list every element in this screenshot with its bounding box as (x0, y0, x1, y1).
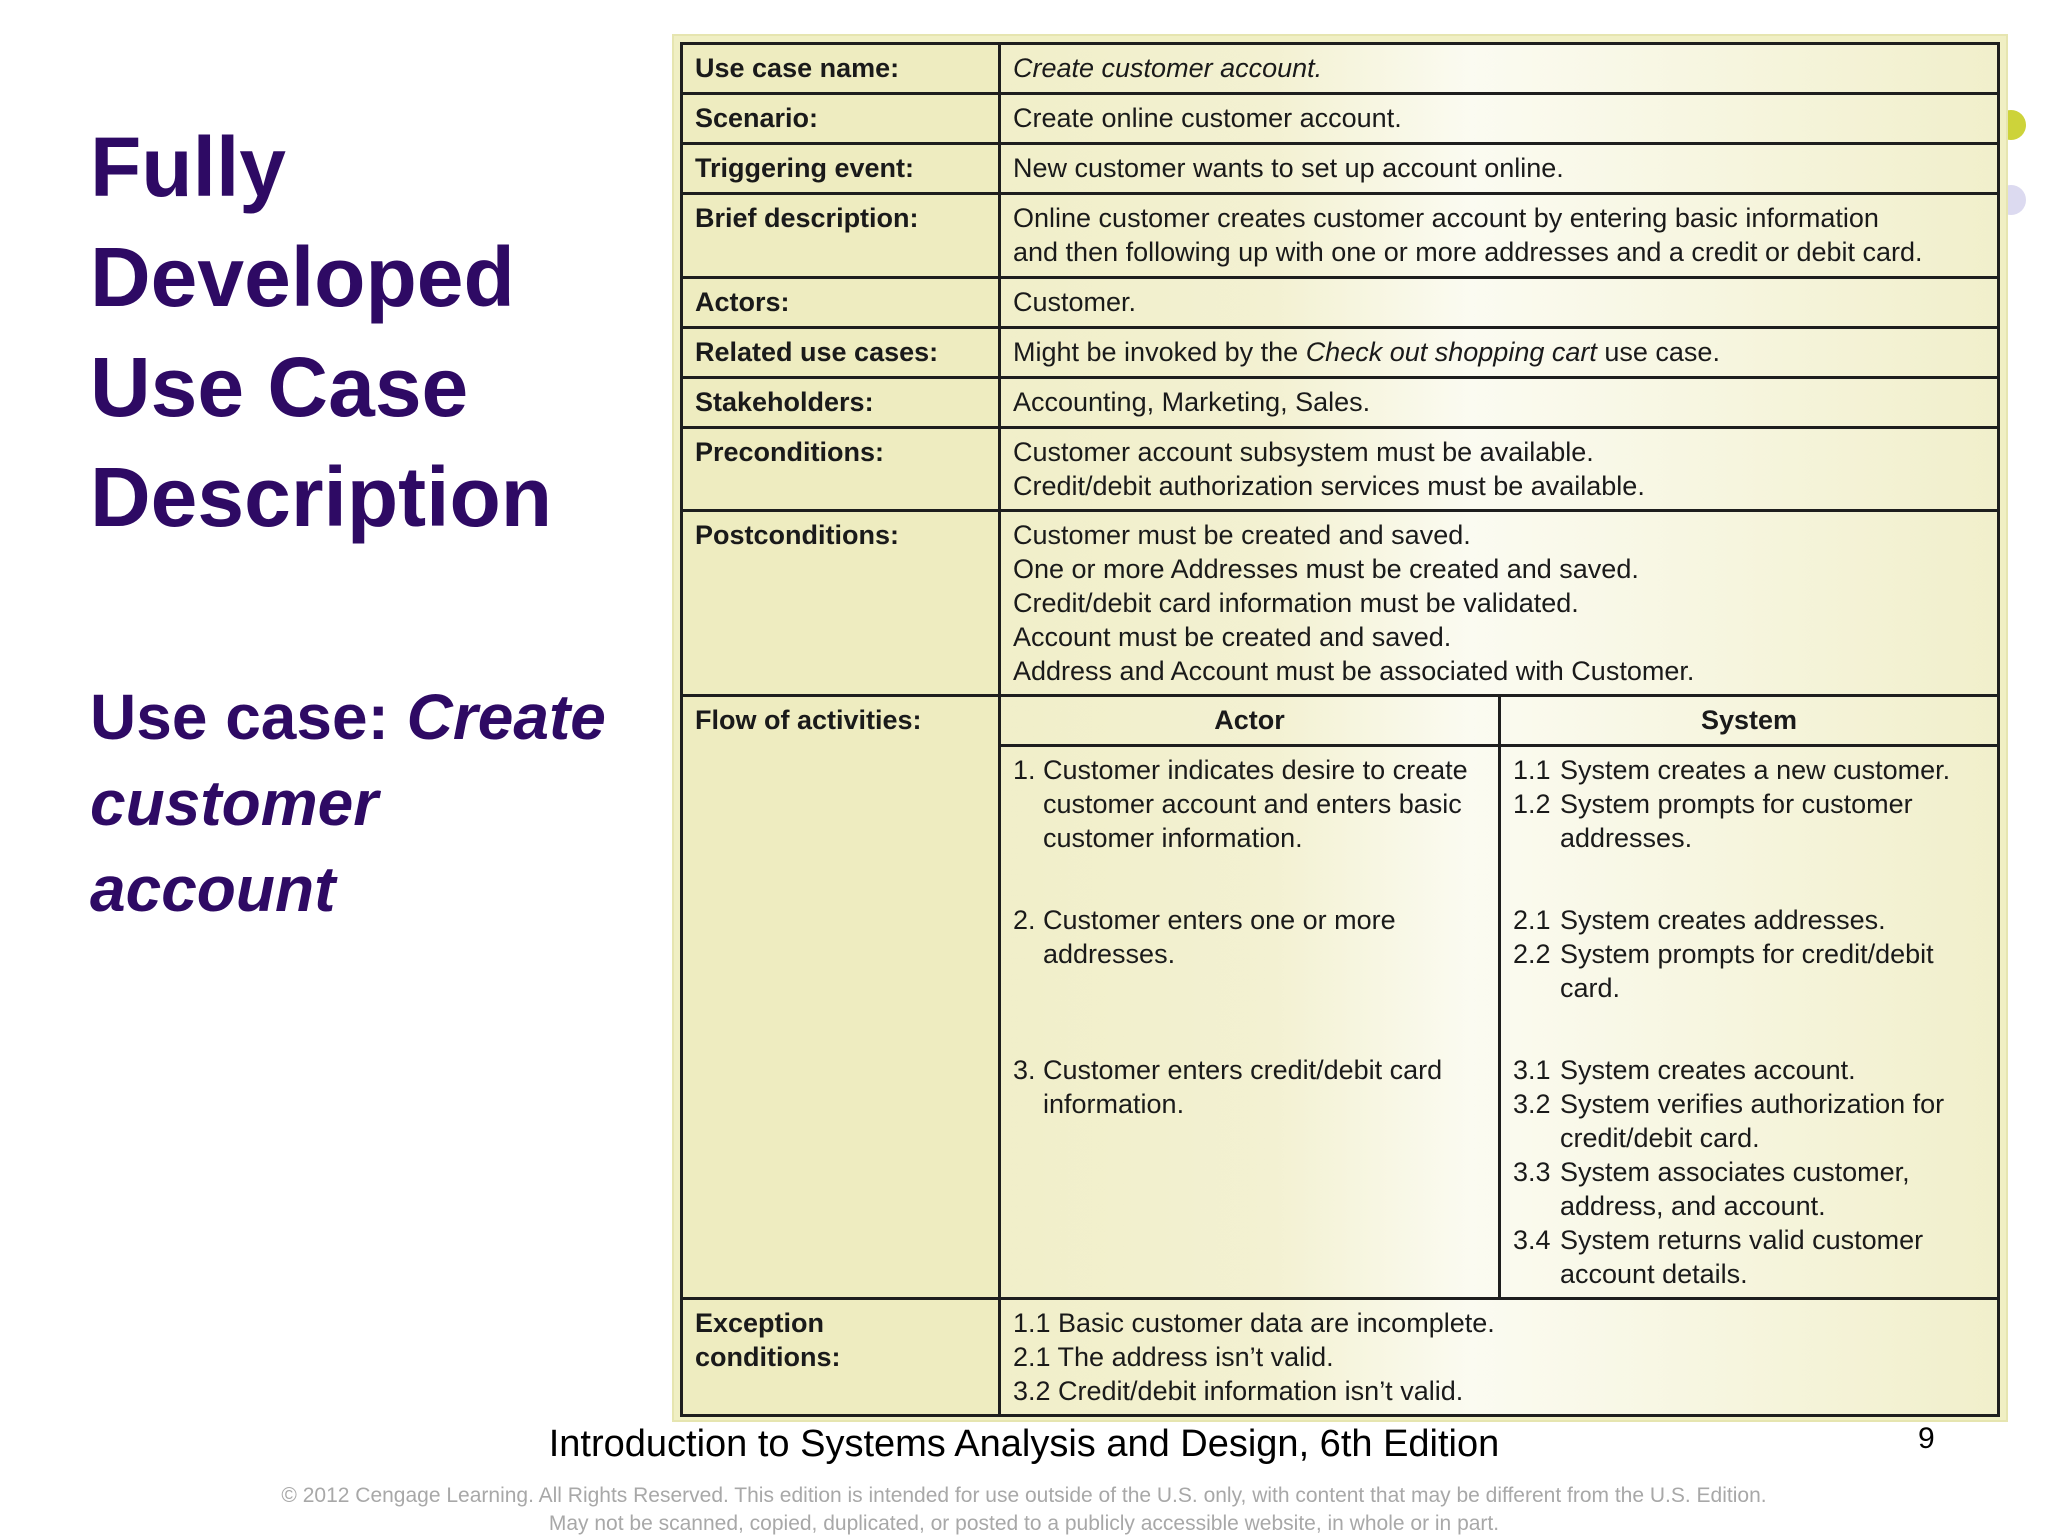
table-row (682, 194, 1999, 278)
brief-description-value (1000, 194, 1999, 278)
table-row (682, 511, 1999, 696)
table-row (682, 428, 1999, 511)
slide-title (90, 112, 650, 552)
step-number: 3. (1013, 1055, 1036, 1085)
subtitle-prefix: Use case: (90, 681, 407, 753)
text-line: 1.1 Basic customer data are incomplete. (1013, 1308, 1495, 1338)
table-row (682, 696, 1999, 746)
table-row (682, 94, 1999, 144)
flow-system-header: System (1500, 696, 1999, 746)
row-label: Postconditions: (682, 511, 1000, 696)
page-number: 9 (1918, 1422, 1935, 1455)
row-label: Actors: (682, 278, 1000, 328)
row-label (682, 1299, 1000, 1416)
system-step (1513, 787, 1985, 855)
text-line: Customer must be created and saved. (1013, 520, 1471, 550)
step-number: 2. (1013, 905, 1036, 935)
step-number: 1.2 (1513, 789, 1551, 819)
book-title: Introduction to Systems Analysis and Design, 6th Edition (548, 1423, 1500, 1465)
related-use-case-name: Check out shopping cart (1305, 337, 1597, 367)
table-row (682, 378, 1999, 428)
text-line: Credit/debit card information must be validated. (1013, 588, 1579, 618)
step-number: 3.3 (1513, 1157, 1551, 1187)
step-text: System verifies authorization for credit/debit card. (1560, 1089, 1945, 1153)
table-row (682, 328, 1999, 378)
row-label: Scenario: (682, 94, 1000, 144)
use-case-name-value: Create customer account. (1000, 44, 1999, 94)
use-case-table (680, 42, 2000, 1417)
step-text: System creates addresses. (1560, 905, 1886, 935)
row-label: Stakeholders: (682, 378, 1000, 428)
related-text: use case. (1596, 337, 1720, 367)
flow-system-steps (1500, 746, 1999, 1299)
slide-title-line: Description (90, 450, 553, 544)
system-step (1513, 1087, 1985, 1155)
row-label: Preconditions: (682, 428, 1000, 511)
system-step (1513, 1053, 1985, 1087)
copyright-line: May not be scanned, copied, duplicated, or posted to a publicly accessible website, in whole or in part. (548, 1512, 1500, 1535)
step-text: System prompts for customer addresses. (1560, 789, 1913, 853)
system-step (1513, 937, 1985, 1005)
step-number: 3.4 (1513, 1225, 1551, 1255)
step-text: System associates customer, address, and account. (1560, 1157, 1910, 1221)
copyright-notice (0, 1482, 2048, 1538)
step-number: 3.2 (1513, 1089, 1551, 1119)
table-row (682, 144, 1999, 194)
slide-subtitle (90, 674, 670, 932)
actors-value: Customer. (1000, 278, 1999, 328)
label-line: Exception (695, 1308, 825, 1338)
text-line: Customer account subsystem must be available. (1013, 437, 1594, 467)
step-text: System prompts for credit/debit card. (1560, 939, 1934, 1003)
subtitle-name-line: account (90, 853, 336, 925)
scenario-value: Create online customer account. (1000, 94, 1999, 144)
step-text: System creates account. (1560, 1055, 1856, 1085)
row-label: Brief description: (682, 194, 1000, 278)
triggering-event-value: New customer wants to set up account online. (1000, 144, 1999, 194)
system-step (1513, 1223, 1985, 1291)
flow-actor-header: Actor (1000, 696, 1500, 746)
actor-step (1013, 903, 1486, 971)
row-label: Use case name: (682, 44, 1000, 94)
step-number: 2.1 (1513, 905, 1551, 935)
label-line: conditions: (695, 1342, 841, 1372)
table-row (682, 44, 1999, 94)
system-step (1513, 903, 1985, 937)
system-step (1513, 753, 1985, 787)
slide-title-line: Fully (90, 120, 287, 214)
related-text: Might be invoked by the (1013, 337, 1306, 367)
subtitle-name-line: customer (90, 767, 379, 839)
flow-actor-steps (1000, 746, 1500, 1299)
step-number: 3.1 (1513, 1055, 1551, 1085)
row-label: Triggering event: (682, 144, 1000, 194)
step-number: 1.1 (1513, 755, 1551, 785)
row-label: Flow of activities: (682, 696, 1000, 1299)
actor-step (1013, 1053, 1486, 1121)
text-line: Address and Account must be associated with Customer. (1013, 656, 1695, 686)
copyright-line: © 2012 Cengage Learning. All Rights Reserved. This edition is intended for use outside of the U.S. only, with content that may be different from the U.S. Edition. (281, 1484, 1767, 1507)
text-line: 3.2 Credit/debit information isn’t valid. (1013, 1376, 1464, 1406)
step-text: System returns valid customer account details. (1560, 1225, 1924, 1289)
text-line: Online customer creates customer account by entering basic information (1013, 203, 1879, 233)
slide-title-line: Use Case (90, 340, 469, 434)
slide-title-line: Developed (90, 230, 515, 324)
text-line: Account must be created and saved. (1013, 622, 1452, 652)
exception-conditions-value (1000, 1299, 1999, 1416)
step-text: System creates a new customer. (1560, 755, 1951, 785)
system-step (1513, 1155, 1985, 1223)
table-row (682, 1299, 1999, 1416)
use-case-table-frame (672, 34, 2008, 1422)
actor-step (1013, 753, 1486, 855)
subtitle-name-line: Create (406, 681, 606, 753)
step-text: Customer enters one or more addresses. (1043, 905, 1396, 969)
text-line: Credit/debit authorization services must be available. (1013, 471, 1645, 501)
text-line: 2.1 The address isn’t valid. (1013, 1342, 1334, 1372)
text-line: and then following up with one or more addresses and a credit or debit card. (1013, 237, 1923, 267)
step-text: Customer indicates desire to create customer account and enters basic customer information. (1043, 755, 1468, 853)
step-number: 2.2 (1513, 939, 1551, 969)
table-row (682, 278, 1999, 328)
step-text: Customer enters credit/debit card information. (1043, 1055, 1443, 1119)
text-line: One or more Addresses must be created and saved. (1013, 554, 1639, 584)
row-label: Related use cases: (682, 328, 1000, 378)
postconditions-value (1000, 511, 1999, 696)
related-use-cases-value (1000, 328, 1999, 378)
stakeholders-value: Accounting, Marketing, Sales. (1000, 378, 1999, 428)
step-number: 1. (1013, 755, 1036, 785)
preconditions-value (1000, 428, 1999, 511)
